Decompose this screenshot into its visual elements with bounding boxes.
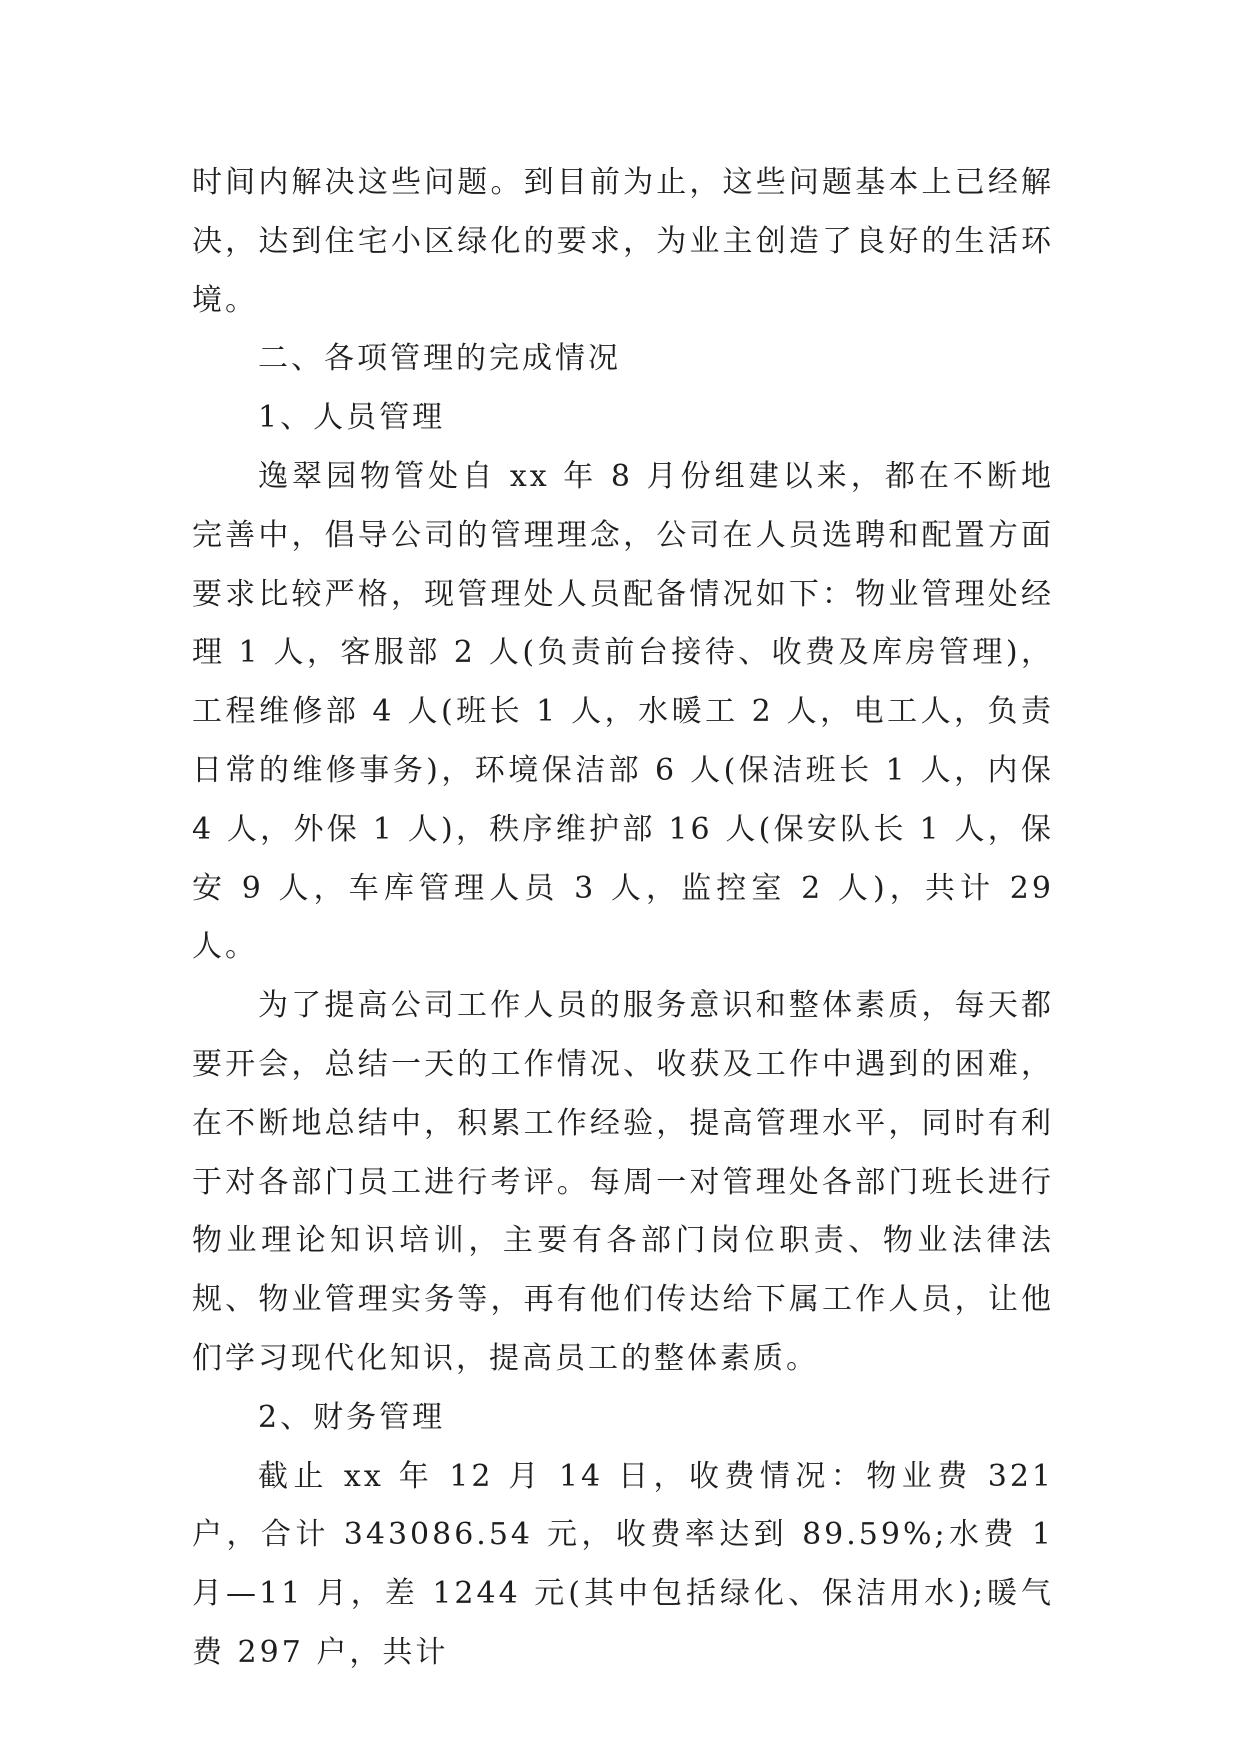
document-body	[192, 154, 1054, 1683]
section-heading-management: 二、各项管理的完成情况	[258, 341, 621, 377]
paragraph-staffing: 逸翠园物管处自 xx 年 8 月份组建以来，都在不断地完善中，倡导公司的管理理念，公司在人员选聘和配置方面要求比较严格，现管理处人员配备情况如下：物业管理处经理 1 人，客服部 2 人(负责前台接待、收费及库房管理)，工程维修部 4 人(班长 1 人，水暖工 2 人，电工人，负责日常的维修事务)，环境保洁部 6 人(保洁班长 1 人，内保 4 人，外保 1 人)，秩序维护部 16 人(保安队长 1 人，保安 9 人，车库管理人员 3 人，监控室 2 人)，共计 29 人。	[192, 458, 1054, 965]
subsection-heading-finance: 2、财务管理	[258, 1399, 446, 1435]
subsection-heading-personnel: 1、人员管理	[258, 400, 446, 436]
paragraph-training: 为了提高公司工作人员的服务意识和整体素质，每天都要开会，总结一天的工作情况、收获及工作中遇到的困难，在不断地总结中，积累工作经验，提高管理水平，同时有利于对各部门员工进行考评。每周一对管理处各部门班长进行物业理论知识培训，主要有各部门岗位职责、物业法律法规、物业管理实务等，再有他们传达给下属工作人员，让他们学习现代化知识，提高员工的整体素质。	[192, 988, 1054, 1376]
paragraph-fees: 截止 xx 年 12 月 14 日，收费情况：物业费 321 户，合计 343086.54 元，收费率达到 89.59%;水费 1 月—11 月，差 1244 元(其中包括绿化、保洁用水);暖气费 297 户，共计	[192, 1458, 1054, 1670]
paragraph-greening-result: 时间内解决这些问题。到目前为止，这些问题基本上已经解决，达到住宅小区绿化的要求，为业主创造了良好的生活环境。	[192, 165, 1054, 318]
